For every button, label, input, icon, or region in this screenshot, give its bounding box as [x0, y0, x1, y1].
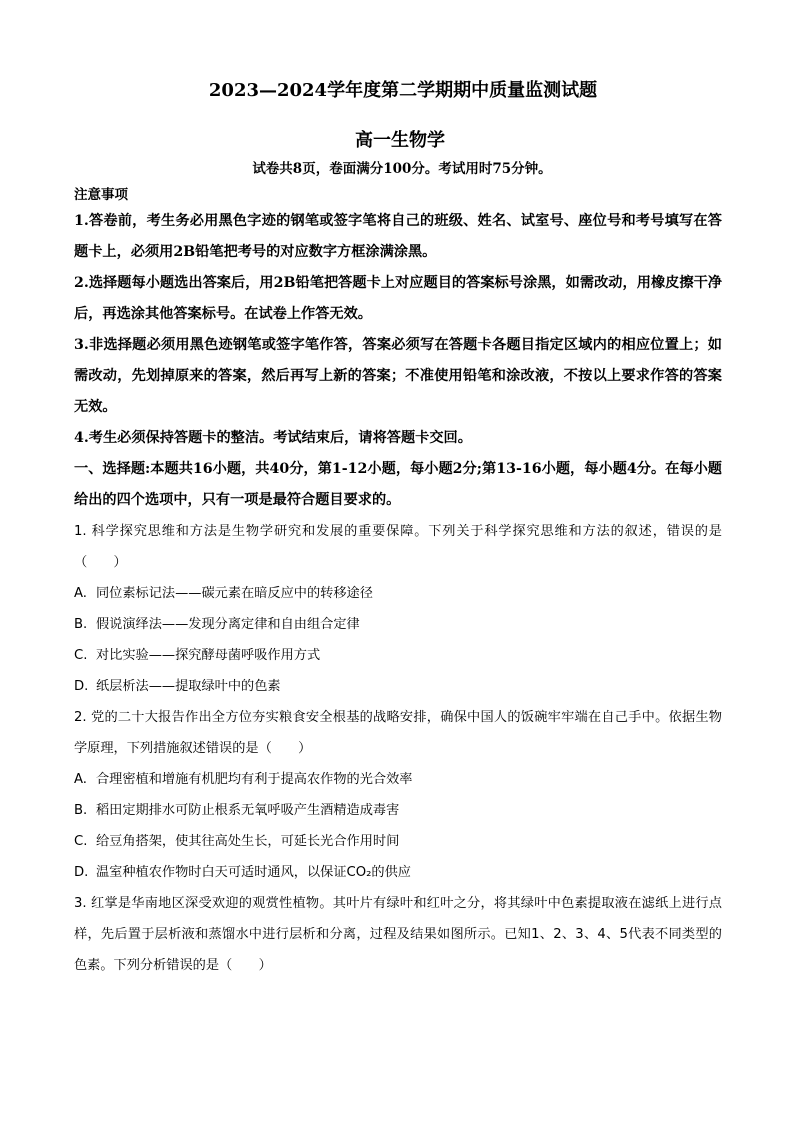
- option-text: 对比实验——探究酵母菌呼吸作用方式: [96, 648, 321, 663]
- option: [74, 764, 722, 795]
- exam-subtitle: 高一生物学: [355, 130, 445, 151]
- notice-item: 1.答卷前，考生务必用黑色字迹的钢笔或签字笔将自己的班级、姓名、试室号、座位号和考号填写在答题卡上，必须用2B铅笔把考号的对应数字方框涂满涂黑。: [74, 213, 722, 260]
- option-text: 合理密植和增施有机肥均有利于提高农作物的光合效率: [96, 772, 413, 787]
- option: [74, 578, 722, 609]
- option-letter: C.: [74, 648, 88, 663]
- option-text: 温室种植农作物时白天可适时通风，以保证CO₂的供应: [96, 865, 411, 880]
- exam-meta: 试卷共8页，卷面满分100分。考试用时75分钟。: [252, 161, 552, 177]
- option-text: 纸层析法——提取绿叶中的色素: [96, 679, 281, 694]
- option: [74, 671, 722, 702]
- option-letter: C.: [74, 834, 88, 849]
- notice-heading: 注意事项: [74, 187, 128, 203]
- option: [74, 609, 722, 640]
- option-letter: B.: [74, 803, 88, 818]
- option: [74, 640, 722, 671]
- notice-item: 4.考生必须保持答题卡的整洁。考试结束后，请将答题卡交回。: [74, 430, 472, 446]
- section-heading: 一、选择题:本题共16小题，共40分，第1-12小题，每小题2分;第13-16小题，每小题4分。在每小题给出的四个选项中，只有一项是最符合题目要求的。: [74, 461, 722, 508]
- exam-page: [74, 78, 722, 981]
- notice-item: 3.非选择题必须用黑色迹钢笔或签字笔作答，答案必须写在答题卡各题目指定区域内的相应位置上；如需改动，先划掉原来的答案，然后再写上新的答案；不准使用铅笔和涂改液，不按以上要求作答的答案无效。: [74, 337, 722, 415]
- option-text: 同位素标记法——碳元素在暗反应中的转移途径: [96, 586, 373, 601]
- notice-item: 2.选择题每小题选出答案后，用2B铅笔把答题卡上对应题目的答案标号涂黑，如需改动，用橡皮擦干净后，再选涂其他答案标号。在试卷上作答无效。: [74, 275, 722, 322]
- option: [74, 857, 722, 888]
- option-letter: A.: [74, 586, 87, 601]
- option-letter: A.: [74, 772, 87, 787]
- option-text: 假说演绎法——发现分离定律和自由组合定律: [96, 617, 360, 632]
- option-letter: D.: [74, 865, 89, 880]
- option-letter: D.: [74, 679, 89, 694]
- option-letter: B.: [74, 617, 88, 632]
- option: [74, 795, 722, 826]
- question-stem: 3. 红掌是华南地区深受欢迎的观赏性植物。其叶片有绿叶和红叶之分，将其绿叶中色素提取液在滤纸上进行点样，先后置于层析液和蒸馏水中进行层析和分离，过程及结果如图所示。已知1、2、3、4、5代表不同类型的色素。下列分析错误的是（ ）: [74, 896, 722, 973]
- question-stem: 1. 科学探究思维和方法是生物学研究和发展的重要保障。下列关于科学探究思维和方法的叙述，错误的是（ ）: [74, 524, 722, 570]
- option: [74, 826, 722, 857]
- question-stem: 2. 党的二十大报告作出全方位夯实粮食安全根基的战略安排，确保中国人的饭碗牢牢端在自己手中。依据生物学原理，下列措施叙述错误的是（ ）: [74, 710, 722, 756]
- exam-title: 2023—2024学年度第二学期期中质量监测试题: [208, 80, 598, 101]
- option-text: 稻田定期排水可防止根系无氧呼吸产生酒精造成毒害: [96, 803, 400, 818]
- option-text: 给豆角搭架，使其往高处生长，可延长光合作用时间: [96, 834, 400, 849]
